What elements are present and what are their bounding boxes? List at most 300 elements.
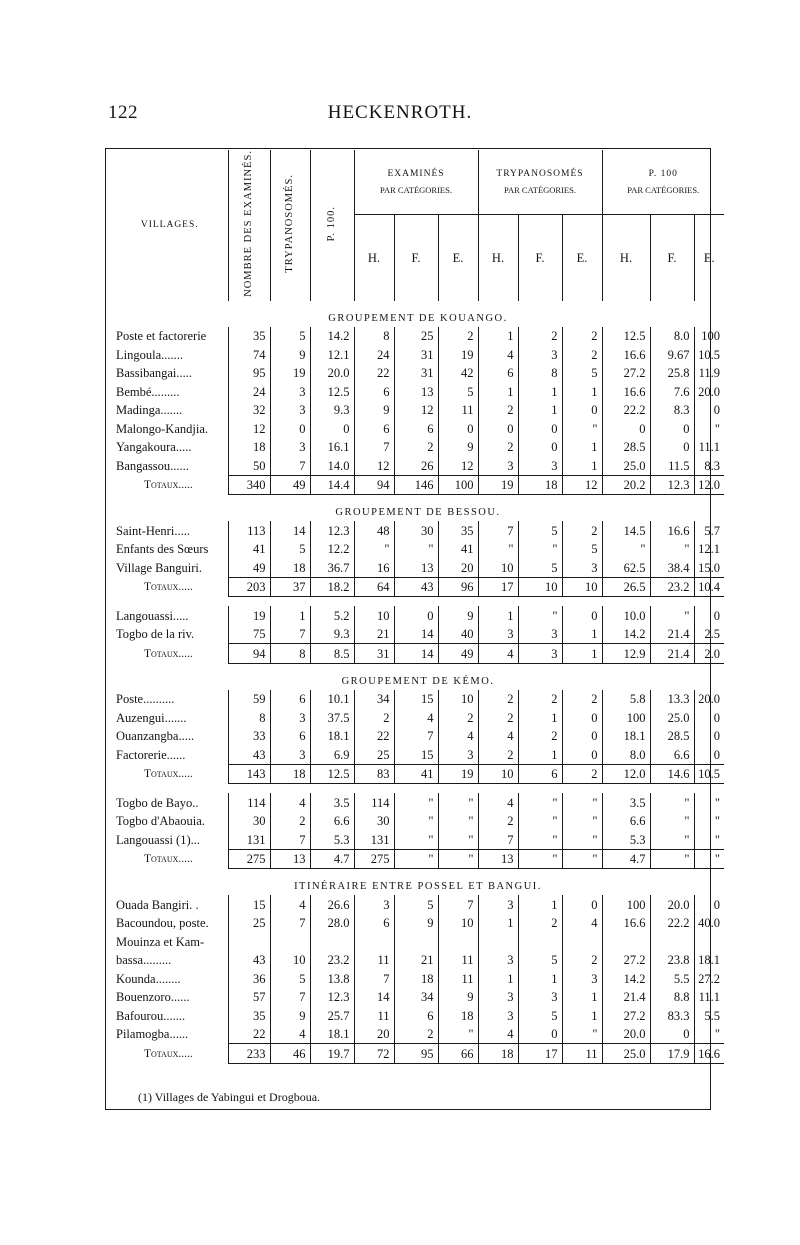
table-cell: 3.5 — [602, 793, 650, 812]
table-cell: 100 — [602, 895, 650, 914]
table-cell: 0 — [394, 606, 438, 625]
group-title-row — [112, 301, 724, 327]
table-cell: 0 — [518, 419, 562, 438]
table-cell: 23.2 — [310, 951, 354, 970]
village-name: Ouanzangba..... — [116, 729, 195, 744]
table-cell: " — [438, 812, 478, 831]
table-cell: 20.0 — [602, 1025, 650, 1044]
table-cell: " — [518, 830, 562, 849]
table-cell: 11 — [438, 401, 478, 420]
total-cell: " — [394, 849, 438, 869]
table-cell: 74 — [228, 345, 270, 364]
table-cell: 0 — [562, 745, 602, 764]
table-cell: 42 — [438, 364, 478, 383]
total-cell: 46 — [270, 1044, 310, 1064]
table-cell: 5.7 — [694, 521, 724, 540]
table-cell: 11.1 — [694, 988, 724, 1007]
table-cell: 12 — [228, 419, 270, 438]
table-cell: 0 — [562, 895, 602, 914]
table-cell — [310, 932, 354, 951]
table-cell: 28.0 — [310, 914, 354, 933]
table-cell: " — [650, 830, 694, 849]
table-cell — [270, 932, 310, 951]
total-cell: 64 — [354, 577, 394, 597]
col-examines: EXAMINÉS PAR CATÉGORIES. — [354, 150, 478, 215]
table-cell: 2 — [354, 708, 394, 727]
table-cell: 21.4 — [650, 625, 694, 644]
table-cell: 6 — [394, 419, 438, 438]
table-cell: 8 — [354, 327, 394, 346]
table-row — [112, 521, 724, 540]
table-cell: 5.8 — [602, 690, 650, 709]
total-cell: " — [438, 849, 478, 869]
table-cell: 0 — [650, 1025, 694, 1044]
table-cell: 11.9 — [694, 364, 724, 383]
table-row — [112, 708, 724, 727]
table-cell: 11 — [354, 951, 394, 970]
table-cell: 3 — [270, 708, 310, 727]
table-cell: 21 — [394, 951, 438, 970]
table-cell: 20.0 — [694, 690, 724, 709]
col-tr-e: E. — [562, 215, 602, 301]
table-cell: 7 — [394, 727, 438, 746]
table-cell: " — [562, 812, 602, 831]
table-cell: 15 — [394, 690, 438, 709]
table-cell: 114 — [228, 793, 270, 812]
table-cell — [478, 932, 518, 951]
table-cell: 5 — [562, 364, 602, 383]
table-cell: 24 — [354, 345, 394, 364]
col-tr-h: H. — [478, 215, 518, 301]
table-row — [112, 1006, 724, 1025]
total-label: Totaux..... — [144, 479, 193, 492]
table-cell: 12 — [394, 401, 438, 420]
table-cell: 24 — [228, 382, 270, 401]
table-cell: 0 — [562, 727, 602, 746]
table-cell: 2.5 — [694, 625, 724, 644]
table-cell: 1 — [562, 625, 602, 644]
village-name: Mouinza et Kam- — [116, 934, 205, 949]
table-cell: " — [394, 540, 438, 559]
table-cell: 9 — [270, 1006, 310, 1025]
table-cell: 10 — [438, 690, 478, 709]
table-cell: 3 — [478, 625, 518, 644]
table-cell: 8.0 — [650, 327, 694, 346]
table-body — [112, 301, 724, 1064]
village-name: Langouassi..... — [116, 608, 189, 623]
total-cell: 37 — [270, 577, 310, 597]
table-cell: 2 — [478, 745, 518, 764]
village-name: Bacoundou, poste. — [116, 916, 209, 931]
table-cell — [228, 932, 270, 951]
total-cell: 19 — [478, 475, 518, 495]
table-cell: 19 — [228, 606, 270, 625]
table-cell: 43 — [228, 745, 270, 764]
table-cell: 15 — [394, 745, 438, 764]
table-cell: " — [518, 540, 562, 559]
table-cell: 13 — [394, 558, 438, 577]
table-cell: 6 — [270, 690, 310, 709]
total-cell: 18 — [478, 1044, 518, 1064]
table-cell: 22 — [354, 364, 394, 383]
table-cell: 95 — [228, 364, 270, 383]
table-cell: 12.5 — [602, 327, 650, 346]
table-cell: 25 — [228, 914, 270, 933]
table-cell: 7 — [438, 895, 478, 914]
table-row — [112, 1025, 724, 1044]
total-cell: 12.5 — [310, 764, 354, 784]
total-label: Totaux..... — [144, 1047, 193, 1060]
table-cell: " — [394, 830, 438, 849]
total-cell: 203 — [228, 577, 270, 597]
table-cell: 9.67 — [650, 345, 694, 364]
table-cell: 14 — [270, 521, 310, 540]
table-cell: 5 — [518, 521, 562, 540]
table-cell: 14.2 — [602, 969, 650, 988]
table-cell: 9.3 — [310, 401, 354, 420]
page-title: HECKENROTH. — [327, 102, 473, 123]
table-cell: 2 — [394, 1025, 438, 1044]
table-row — [112, 914, 724, 933]
table-cell: 25 — [394, 327, 438, 346]
table-cell — [394, 932, 438, 951]
col-trypanosomes: TRYPANOSOMÉS. — [270, 150, 310, 301]
table-cell: 0 — [562, 708, 602, 727]
table-cell: 11 — [438, 951, 478, 970]
table-cell: 31 — [394, 345, 438, 364]
table-cell: 40.0 — [694, 914, 724, 933]
total-cell: 12.0 — [602, 764, 650, 784]
table-cell: 1 — [518, 708, 562, 727]
data-table — [112, 150, 724, 1064]
total-cell: 12.0 — [694, 475, 724, 495]
table-cell: 6 — [394, 1006, 438, 1025]
table-cell: 1 — [478, 327, 518, 346]
table-cell: 12.5 — [310, 382, 354, 401]
table-row — [112, 625, 724, 644]
table-cell: 20.0 — [310, 364, 354, 383]
table-cell: 1 — [478, 382, 518, 401]
table-cell: 35 — [438, 521, 478, 540]
village-name: Togbo de Bayo.. — [116, 795, 199, 810]
table-cell: 1 — [518, 382, 562, 401]
table-cell: 19 — [438, 345, 478, 364]
table-cell: 0 — [694, 708, 724, 727]
table-cell: 2 — [478, 690, 518, 709]
table-cell: 8.3 — [650, 401, 694, 420]
total-cell: 96 — [438, 577, 478, 597]
total-cell: 94 — [228, 644, 270, 664]
total-cell: 20.2 — [602, 475, 650, 495]
table-cell: 2 — [562, 690, 602, 709]
village-name: Factorerie...... — [116, 747, 186, 762]
total-cell: " — [518, 849, 562, 869]
total-cell: 17 — [518, 1044, 562, 1064]
table-cell: 14.2 — [602, 625, 650, 644]
table-row — [112, 812, 724, 831]
total-cell: 94 — [354, 475, 394, 495]
village-name: Malongo-Kandjia. — [116, 421, 208, 436]
table-cell: 7.6 — [650, 382, 694, 401]
table-cell: " — [694, 1025, 724, 1044]
table-cell — [354, 932, 394, 951]
village-name: Bangassou...... — [116, 458, 189, 473]
table-cell: 11 — [354, 1006, 394, 1025]
table-cell: 5.2 — [310, 606, 354, 625]
table-cell: 49 — [228, 558, 270, 577]
table-cell: 57 — [228, 988, 270, 1007]
table-cell: " — [562, 830, 602, 849]
total-cell: 100 — [438, 475, 478, 495]
table-cell: 5 — [270, 540, 310, 559]
table-cell: 11.5 — [650, 456, 694, 475]
total-cell: 233 — [228, 1044, 270, 1064]
table-cell: 4 — [438, 727, 478, 746]
table-cell: 5 — [518, 558, 562, 577]
table-cell: 3 — [478, 895, 518, 914]
table-cell: 3 — [270, 438, 310, 457]
table-row — [112, 438, 724, 457]
table-row — [112, 382, 724, 401]
table-cell: " — [354, 540, 394, 559]
table-row — [112, 401, 724, 420]
table-cell: 3 — [270, 382, 310, 401]
table-cell: 2 — [438, 708, 478, 727]
table-cell: 18 — [228, 438, 270, 457]
table-cell: 62.5 — [602, 558, 650, 577]
table-cell: 34 — [354, 690, 394, 709]
table-cell: 18.1 — [310, 1025, 354, 1044]
table-cell: 8.0 — [602, 745, 650, 764]
table-cell: 7 — [270, 625, 310, 644]
table-cell: " — [518, 606, 562, 625]
table-cell: 5.3 — [310, 830, 354, 849]
table-row — [112, 690, 724, 709]
table-cell: 1 — [478, 914, 518, 933]
table-cell: 1 — [562, 988, 602, 1007]
table-cell: 12.2 — [310, 540, 354, 559]
table-cell: 2 — [518, 914, 562, 933]
table-cell: 3 — [518, 988, 562, 1007]
table-row — [112, 456, 724, 475]
table-row — [112, 895, 724, 914]
table-cell: 13.8 — [310, 969, 354, 988]
table-cell: 10 — [478, 558, 518, 577]
table-cell: 32 — [228, 401, 270, 420]
table-cell: 18.1 — [602, 727, 650, 746]
total-cell: 6 — [518, 764, 562, 784]
table-cell: 113 — [228, 521, 270, 540]
table-cell: 36.7 — [310, 558, 354, 577]
table-cell: 0 — [518, 1025, 562, 1044]
table-cell: 9 — [438, 988, 478, 1007]
total-cell: 21.4 — [650, 644, 694, 664]
table-cell: 5 — [562, 540, 602, 559]
table-cell: 59 — [228, 690, 270, 709]
table-cell: " — [478, 540, 518, 559]
table-row — [112, 327, 724, 346]
total-cell: 41 — [394, 764, 438, 784]
table-cell: 4 — [478, 793, 518, 812]
total-cell: 14.6 — [650, 764, 694, 784]
table-cell: 35 — [228, 327, 270, 346]
table-cell: 3 — [478, 988, 518, 1007]
table-cell: 0 — [438, 419, 478, 438]
total-cell: 49 — [438, 644, 478, 664]
table-cell: 4 — [270, 1025, 310, 1044]
table-cell: 10.5 — [694, 345, 724, 364]
table-row — [112, 745, 724, 764]
total-cell: 18 — [270, 764, 310, 784]
table-cell: 0 — [650, 419, 694, 438]
col-p-h: H. — [602, 215, 650, 301]
table-cell: 10.1 — [310, 690, 354, 709]
col-p-e: E. — [694, 215, 724, 301]
table-cell: 75 — [228, 625, 270, 644]
table-cell: 1 — [518, 745, 562, 764]
table-cell: 131 — [354, 830, 394, 849]
table-cell: 2 — [562, 521, 602, 540]
total-cell: 275 — [354, 849, 394, 869]
table-cell: 5 — [270, 969, 310, 988]
total-label: Totaux..... — [144, 647, 193, 660]
village-name: Kounda........ — [116, 971, 181, 986]
village-name: Togbo de la riv. — [116, 627, 195, 642]
table-cell — [650, 932, 694, 951]
total-row — [112, 644, 724, 664]
group-title-row — [112, 663, 724, 690]
table-cell: 26.6 — [310, 895, 354, 914]
table-cell: 48 — [354, 521, 394, 540]
table-cell: 2 — [562, 345, 602, 364]
total-cell: 43 — [394, 577, 438, 597]
table-cell: " — [438, 1025, 478, 1044]
table-cell: 1 — [478, 606, 518, 625]
table-cell: 4 — [478, 345, 518, 364]
total-cell: 10 — [518, 577, 562, 597]
table-cell: 14.5 — [602, 521, 650, 540]
village-name: Lingoula....... — [116, 347, 184, 362]
table-cell: 7 — [270, 988, 310, 1007]
col-p100: P. 100. — [310, 150, 354, 301]
village-name: Bembé......... — [116, 384, 180, 399]
table-cell: 37.5 — [310, 708, 354, 727]
table-cell: " — [650, 793, 694, 812]
table-cell: 8.8 — [650, 988, 694, 1007]
spacer-row — [112, 597, 724, 607]
table-cell: 7 — [270, 914, 310, 933]
table-cell — [562, 932, 602, 951]
table-cell: 18 — [438, 1006, 478, 1025]
table-cell: 21 — [354, 625, 394, 644]
total-cell: 18 — [518, 475, 562, 495]
table-cell: 14.2 — [310, 327, 354, 346]
total-cell: 10.5 — [694, 764, 724, 784]
page-number: 122 — [108, 102, 138, 123]
table-cell: 0 — [562, 606, 602, 625]
total-cell: 66 — [438, 1044, 478, 1064]
total-cell: 25.0 — [602, 1044, 650, 1064]
table-row — [112, 951, 724, 970]
table-cell: 18 — [270, 558, 310, 577]
table-row — [112, 793, 724, 812]
table-cell: 3 — [562, 969, 602, 988]
table-cell: " — [438, 793, 478, 812]
total-row — [112, 475, 724, 495]
total-cell: 23.2 — [650, 577, 694, 597]
table-cell: 5 — [394, 895, 438, 914]
table-cell: 22.2 — [602, 401, 650, 420]
table-cell: 19 — [270, 364, 310, 383]
table-cell: 22.2 — [650, 914, 694, 933]
table-cell: 2 — [562, 951, 602, 970]
table-cell: " — [694, 793, 724, 812]
table-cell: 3 — [354, 895, 394, 914]
total-cell: 8 — [270, 644, 310, 664]
table-cell: 1 — [518, 401, 562, 420]
spacer — [112, 784, 724, 794]
table-cell: 1 — [518, 895, 562, 914]
table-cell: 43 — [228, 951, 270, 970]
table-cell: 7 — [270, 830, 310, 849]
village-name: Village Banguiri. — [116, 560, 203, 575]
table-cell: 25.8 — [650, 364, 694, 383]
table-cell: 2 — [270, 812, 310, 831]
table-cell: 3 — [478, 1006, 518, 1025]
total-row — [112, 1044, 724, 1064]
village-name: Madinga....... — [116, 403, 183, 418]
table-cell: 12.3 — [310, 521, 354, 540]
table-cell: " — [650, 812, 694, 831]
table-cell: 0 — [694, 401, 724, 420]
table-cell: 25.0 — [650, 708, 694, 727]
total-cell: 49 — [270, 475, 310, 495]
table-cell: 26 — [394, 456, 438, 475]
total-cell: 2 — [562, 764, 602, 784]
total-row — [112, 577, 724, 597]
table-cell: 6.6 — [602, 812, 650, 831]
group-title: ITINÉRAIRE ENTRE POSSEL ET BANGUI. — [294, 881, 542, 893]
table-cell: 33 — [228, 727, 270, 746]
table-cell: " — [562, 419, 602, 438]
total-cell: 3 — [518, 644, 562, 664]
table-cell: 12 — [438, 456, 478, 475]
table-cell: 114 — [354, 793, 394, 812]
table-cell: 5.5 — [694, 1006, 724, 1025]
table-cell: 18.1 — [310, 727, 354, 746]
table-cell: 5 — [270, 327, 310, 346]
table-cell: 27.2 — [694, 969, 724, 988]
total-cell: 17.9 — [650, 1044, 694, 1064]
col-villages: VILLAGES. — [140, 220, 199, 231]
table-cell: 34 — [394, 988, 438, 1007]
total-cell: 83 — [354, 764, 394, 784]
table-cell: 16.1 — [310, 438, 354, 457]
table-cell: 27.2 — [602, 1006, 650, 1025]
table-cell: 9 — [354, 401, 394, 420]
table-cell: 28.5 — [602, 438, 650, 457]
table-cell: 12.1 — [310, 345, 354, 364]
total-cell: 95 — [394, 1044, 438, 1064]
table-cell: 14.0 — [310, 456, 354, 475]
group-title: GROUPEMENT DE KÉMO. — [341, 675, 495, 687]
table-cell: 10 — [270, 951, 310, 970]
table-cell: 9 — [394, 914, 438, 933]
table-cell: 25.0 — [602, 456, 650, 475]
table-cell: " — [394, 793, 438, 812]
total-cell: 10.4 — [694, 577, 724, 597]
table-cell: 11.1 — [694, 438, 724, 457]
